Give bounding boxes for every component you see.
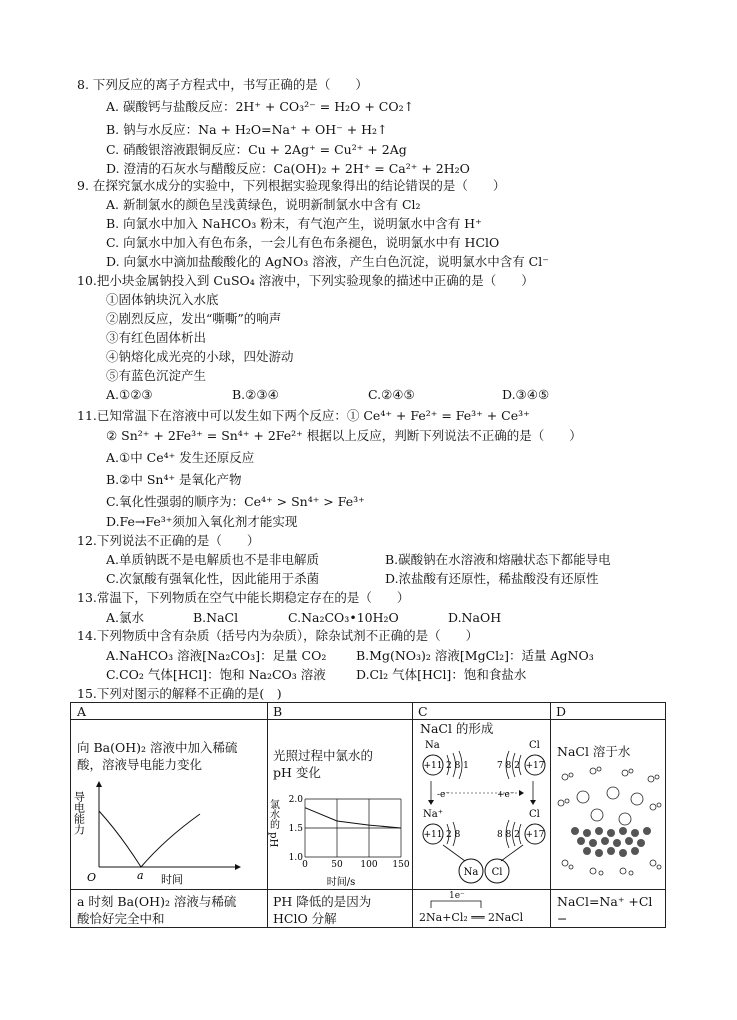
q12-option-c: C.次氯酸有强氧化性，因此能用于杀菌 (106, 571, 320, 586)
a-title-line1: 向 Ba(OH)₂ 溶液中加入稀硫 (77, 740, 238, 755)
b-title-line2: pH 变化 (273, 765, 321, 780)
q9-stem: 9. 在探究氯水成分的实验中，下列根据实验现象得出的结论错误的是（ ） (77, 178, 506, 193)
expl-d-line2: − (557, 911, 568, 926)
q9-option-b: B. 向氯水中加入 NaHCO₃ 粉末，有气泡产生，说明氯水中含有 H⁺ (106, 216, 482, 231)
q14-option-a: A.NaHCO₃ 溶液[Na₂CO₃]：足量 CO₂ (106, 648, 327, 663)
b-ph-series-line (305, 808, 401, 828)
a-conductivity-graph (72, 779, 265, 889)
a-point: a (137, 869, 144, 882)
a-xlabel: 时间 (161, 873, 183, 886)
b-ytick-label: 1.5 (288, 824, 303, 834)
a-ylabel: 导电能力 (72, 791, 86, 835)
c-cl-ion-label: Cl (529, 809, 540, 820)
expl-d-line1: NaCl=Na⁺ +Cl (557, 894, 653, 909)
q10-item-4: ④钠熔化成光亮的小球，四处游动 (106, 349, 294, 364)
q10-option-c: C.②④⑤ (368, 387, 415, 402)
q11-option-b: B.②中 Sn⁴⁺ 是氧化产物 (106, 472, 242, 487)
d-title: NaCl 溶于水 (557, 744, 631, 759)
q11-option-a: A.①中 Ce⁴⁺ 发生还原反应 (106, 450, 255, 465)
c-cl-nucleus: +17 (525, 761, 545, 771)
q8-option-a: A. 碳酸钙与盐酸反应：2H⁺ + CO₃²⁻ = H₂O + CO₂↑ (106, 99, 415, 114)
c-nacl-formation-diagram (413, 737, 550, 887)
c-cl-label: Cl (529, 740, 540, 751)
q12-option-a: A.单质钠既不是电解质也不是非电解质 (106, 552, 320, 567)
c-gain-electron: +e⁻ (497, 790, 515, 800)
expl-b-line1: PH 降低的是因为 (273, 894, 372, 909)
q15-header-a: A (77, 704, 87, 719)
q9-option-d: D. 向氯水中滴加盐酸酸化的 AgNO₃ 溶液，产生白色沉淀，说明氯水中含有 Cl⁻ (106, 254, 549, 269)
q9-option-c: C. 向氯水中加入有色布条，一会儿有色布条褪色，说明氯水中有 HClO (106, 235, 500, 250)
c-cl-ion-nucleus: +17 (525, 830, 545, 840)
b-ytick-label: 1.0 (288, 853, 303, 863)
q11-option-c: C.氧化性强弱的顺序为：Ce⁴⁺ > Sn⁴⁺ > Fe³⁺ (106, 494, 365, 509)
c-na-nucleus: +11 (423, 761, 443, 771)
q14-option-d: D.Cl₂ 气体[HCl]：饱和食盐水 (356, 667, 527, 682)
c-na-ion-nucleus: +11 (423, 830, 443, 840)
b-xlabel: 时间/s (326, 877, 356, 888)
expl-c-electron-arrow (421, 899, 541, 909)
q13-stem: 13.常温下，下列物质在空气中能长期稳定存在的是（ ） (77, 590, 410, 605)
q15-stem: 15.下列对图示的解释不正确的是( ) (77, 686, 282, 701)
a-title-line2: 酸，溶液导电能力变化 (77, 757, 203, 772)
b-xtick-label: 150 (392, 860, 410, 870)
q10-item-2: ②剧烈反应，发出“嘶嘶”的响声 (106, 311, 282, 326)
q10-item-3: ③有红色固体析出 (106, 330, 207, 345)
q8-option-b: B. 钠与水反应：Na + H₂O=Na⁺ + OH⁻ + H₂↑ (106, 122, 388, 137)
b-xtick-label: 50 (331, 860, 343, 870)
expl-b-line2: HClO 分解 (273, 911, 337, 926)
b-ytick-label: 2.0 (288, 795, 303, 805)
expl-a-line2: 酸恰好完全中和 (77, 911, 165, 926)
q10-item-1: ①固体钠块沉入水底 (106, 292, 219, 307)
q15-header-d: D (556, 704, 567, 719)
c-na-ion-label: Na⁺ (423, 809, 443, 820)
q11-stem-2: ② Sn²⁺ + 2Fe³⁺ = Sn⁴⁺ + 2Fe²⁺ 根据以上反应，判断下列说法不正确的是（ ） (106, 428, 582, 443)
q10-stem: 10.把小块金属钠投入到 CuSO₄ 溶液中，下列实验现象的描述中正确的是（ ） (77, 273, 534, 288)
c-pair-cl: Cl (491, 867, 503, 878)
c-cl-shells: 7 8 2 (497, 761, 520, 771)
q15-table (70, 702, 666, 928)
c-pair-na: Na (463, 867, 479, 878)
q10-option-b: B.②③④ (232, 387, 279, 402)
q9-option-a: A. 新制氯水的颜色呈浅黄绿色，说明新制氯水中含有 Cl₂ (106, 197, 421, 212)
q12-stem: 12.下列说法不正确的是（ ） (77, 533, 260, 548)
q15-header-b: B (273, 704, 283, 719)
q11-option-d: D.Fe→Fe³⁺须加入氧化剂才能实现 (106, 514, 298, 529)
q13-option-a: A.氯水 (106, 610, 145, 625)
c-lose-electron: -e⁻ (437, 790, 451, 800)
c-na-label: Na (425, 740, 440, 751)
expl-c-equation: 2Na+Cl₂ ══ 2NaCl (419, 911, 524, 924)
q13-option-c: C.Na₂CO₃•10H₂O (288, 610, 399, 625)
q12-option-d: D.浓盐酸有还原性，稀盐酸没有还原性 (385, 571, 599, 586)
a-origin: O (87, 871, 97, 884)
d-dissolution-diagram (553, 763, 665, 887)
q8-option-c: C. 硝酸银溶液跟铜反应：Cu + 2Ag⁺ = Cu²⁺ + 2Ag (106, 142, 407, 157)
b-ph-chart (269, 785, 411, 889)
q13-option-b: B.NaCl (193, 610, 239, 625)
q10-item-5: ⑤有蓝色沉淀产生 (106, 368, 207, 383)
q13-option-d: D.NaOH (448, 610, 502, 625)
b-xtick-label: 100 (360, 860, 378, 870)
q14-option-c: C.CO₂ 气体[HCl]：饱和 Na₂CO₃ 溶液 (106, 667, 326, 682)
c-title: NaCl 的形成 (420, 721, 494, 736)
b-xtick-label: 0 (302, 860, 308, 870)
c-na-ion-shells: 2 8 (446, 830, 461, 840)
q8-option-d: D. 澄清的石灰水与醋酸反应：Ca(OH)₂ + 2H⁺ = Ca²⁺ + 2H₂O (106, 161, 470, 176)
q10-option-d: D.③④⑤ (502, 387, 550, 402)
b-ylabel: 氯水的 pH (267, 799, 279, 848)
q14-stem: 14.下列物质中含有杂质（括号内为杂质），除杂试剂不正确的是（ ） (77, 628, 479, 643)
q12-option-b: B.碳酸钠在水溶液和熔融状态下都能导电 (385, 552, 611, 567)
expl-a-line1: a 时刻 Ba(OH)₂ 溶液与稀硫 (77, 894, 237, 909)
q11-stem: 11.已知常温下在溶液中可以发生如下两个反应：① Ce⁴⁺ + Fe²⁺ = Fe³⁺ + Ce³⁺ (77, 408, 530, 423)
q10-option-a: A.①②③ (106, 387, 153, 402)
c-na-shells: 2 8 1 (446, 761, 469, 771)
q14-option-b: B.Mg(NO₃)₂ 溶液[MgCl₂]：适量 AgNO₃ (356, 648, 594, 663)
q8-stem: 8. 下列反应的离子方程式中，书写正确的是（ ） (77, 77, 368, 92)
q15-header-c: C (418, 704, 428, 719)
b-title-line1: 光照过程中氯水的 (273, 748, 374, 763)
c-cl-ion-shells: 8 8 2 (497, 830, 520, 840)
expl-c-electron: 1e⁻ (449, 891, 465, 901)
